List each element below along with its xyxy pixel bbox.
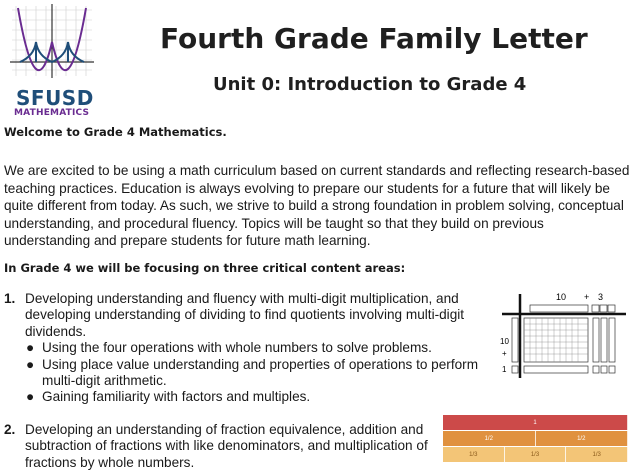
fraction-row-halves [443, 431, 628, 447]
item-number: 2. [4, 421, 16, 437]
area-label-plus: + [584, 292, 590, 302]
fraction-cell: 1/2 [536, 431, 629, 446]
area-label-top-left: 10 [556, 292, 567, 302]
bullet-icon: ● [26, 356, 35, 372]
list-item [4, 291, 504, 406]
sfusd-logo [2, 2, 102, 120]
fraction-cell: 1/3 [566, 447, 628, 462]
bullet-icon: ● [26, 340, 35, 356]
fraction-cell: 1/2 [443, 431, 536, 446]
item-number: 1. [4, 291, 16, 306]
page-subtitle: Unit 0: Introduction to Grade 4 [213, 74, 527, 95]
welcome-heading: Welcome to Grade 4 Mathematics. [4, 125, 227, 139]
area-label-side-bottom: 1 [502, 365, 507, 374]
fraction-row-wholes [443, 415, 628, 431]
item-text: Developing an understanding of fraction equivalence, addition and subtraction of fractions with like denominators, and multiplication of fractions by whole numbers. [25, 421, 428, 470]
area-model-diagram [498, 290, 628, 380]
sub-bullet: ● Using the four operations with whole numbers to solve problems. [26, 340, 432, 356]
fraction-cell: 1/3 [505, 447, 567, 462]
intro-paragraph: We are excited to be using a math curriculum based on current standards and reflecting research-based teaching practices. Education is always evolving to prepare our students for a future that will likely be quite different from today. As such, we strive to build a strong foundation in problem solving, conceptual understanding, and procedural fluency. Topics will be taught so that they build on previous understanding and prepare students for future math learning. [4, 163, 630, 249]
list-item [4, 422, 434, 471]
fraction-cell: 1 [443, 415, 628, 430]
item-text: Developing understanding and fluency with multi-digit multiplication, and developing understanding of dividing to find quotients involving multi-digit dividends. [25, 291, 465, 339]
fraction-row-thirds [443, 447, 628, 463]
parabola-graph-icon [6, 2, 98, 82]
area-label-side-plus: + [502, 349, 507, 358]
bullet-icon: ● [26, 389, 35, 405]
content-areas-list [4, 291, 504, 471]
area-label-top-right: 3 [598, 292, 604, 302]
area-label-side-top: 10 [500, 337, 509, 346]
fraction-cell: 1/3 [443, 447, 505, 462]
fraction-strips [443, 415, 628, 465]
logo-name: SFUSD [16, 86, 94, 110]
sub-bullet: ● Using place value understanding and properties of operations to perform multi-digit arithmetic. [26, 356, 479, 389]
page-title: Fourth Grade Family Letter [160, 22, 588, 55]
focus-heading: In Grade 4 we will be focusing on three critical content areas: [4, 261, 406, 275]
sub-bullet: ● Gaining familiarity with factors and multiples. [26, 389, 311, 405]
logo-subtitle: MATHEMATICS [14, 108, 90, 118]
